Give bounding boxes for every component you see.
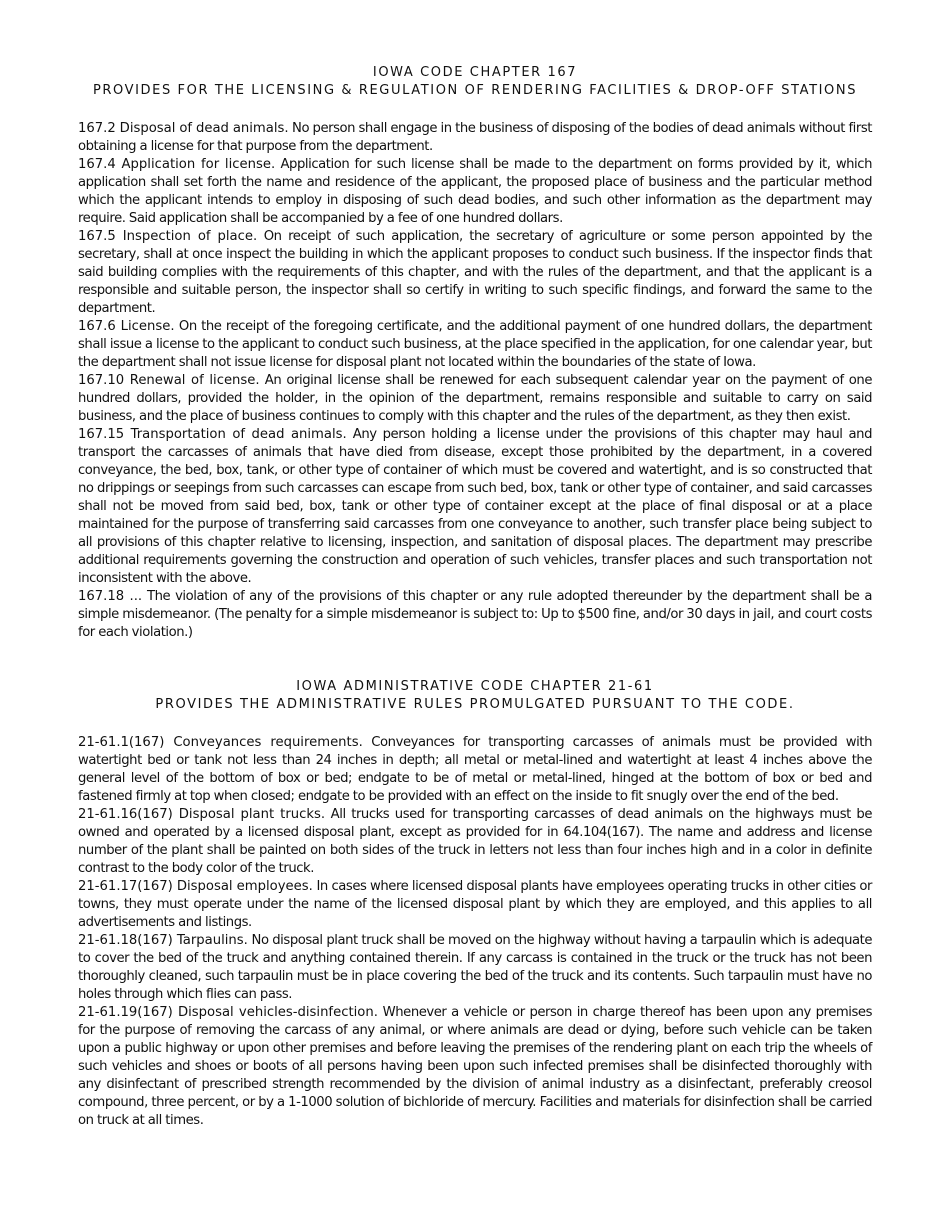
paragraph-text: On the receipt of the foregoing certificate, and the additional payment of one hundred dollars, the department shall issue a license to the applicant to conduct such business, at the place specified in the application, for one calendar year, but the department shall not issue license for disposal plant not located within the boundaries of the state of Iowa. — [78, 319, 872, 370]
paragraph-21-61-1 — [78, 734, 872, 806]
paragraph-167-2 — [78, 120, 872, 156]
paragraph-21-61-16 — [78, 806, 872, 878]
paragraph-text: Any person holding a license under the provisions of this chapter may haul and transport the carcasses of animals that have died from disease, except those prohibited by the department, in a covered conveyance, the bed, box, tank, or other type of container of which must be covered and watertight, and is so constructed that no drippings or seepings from such carcasses can escape from such bed, box, tank or other type of container, and said carcasses shall not be moved from said bed, box, tank or other type of container except at the place of final disposal or at a place maintained for the purpose of transferring said carcasses from one conveyance to another, such transfer place being subject to all provisions of this chapter relative to licensing, inspection, and sanitation of disposal places. The department may prescribe additional requirements governing the construction and operation of such vehicles, transfer places and such transportation not inconsistent with the above. — [78, 427, 872, 586]
section-subtitle: PROVIDES THE ADMINISTRATIVE RULES PROMULGATED PURSUANT TO THE CODE. — [155, 697, 795, 712]
paragraph-text: Whenever a vehicle or person in charge thereof has been upon any premises for the purpose of removing the carcass of any animal, or where animals are dead or dying, before such vehicle can be taken upon a public highway or upon other premises and before leaving the premises of the rendering plant on each trip the wheels of such vehicles and shoes or boots of all persons having been upon such infected premises shall be disinfected thoroughly with any disinfectant of prescribed strength recommended by the division of animal industry as a disinfectant, preferably creosol compound, three percent, or by a 1-1000 solution of bichloride of mercury. Facilities and materials for disinfection shall be carried on truck at all times. — [78, 1005, 872, 1128]
paragraph-text: Conveyances for transporting carcasses of animals must be provided with watertight bed or tank not less than 24 inches in depth; all metal or metal-lined and watertight at least 4 inches above the general level of the bottom of box or bed; endgate to be of metal or metal-lined, hinged at the bottom of box or bed and fastened firmly at top when closed; endgate to be provided with an effect on the inside to fit snugly over the end of the bed. — [78, 735, 872, 804]
section-body — [78, 734, 872, 1130]
paragraph-167-10 — [78, 372, 872, 426]
paragraph-lead: 167.6 License. — [78, 319, 175, 334]
paragraph-lead: 167.18 ... — [78, 589, 143, 604]
paragraph-167-4 — [78, 156, 872, 228]
paragraph-text: All trucks used for transporting carcasses of dead animals on the highways must be owned and operated by a licensed disposal plant, except as provided for in 64.104(167). The name and address and license number of the plant shall be painted on both sides of the truck in letters not less than four inches high and in a color in definite contrast to the body color of the truck. — [78, 807, 872, 876]
paragraph-lead: 21-61.1(167) Conveyances requirements. — [78, 735, 363, 750]
paragraph-lead: 167.15 Transportation of dead animals. — [78, 427, 347, 442]
paragraph-text: No disposal plant truck shall be moved on the highway without having a tarpaulin which is adequate to cover the bed of the truck and anything contained therein. If any carcass is contained in the truck or the truck has not been thoroughly cleaned, such tarpaulin must be in place covering the bed of the truck and its contents. Such tarpaulin must have no holes through which flies can pass. — [78, 933, 873, 1002]
paragraph-lead: 167.5 Inspection of place. — [78, 229, 258, 244]
section-administrative-code — [78, 678, 872, 1130]
paragraph-lead: 21-61.17(167) Disposal employees. — [78, 879, 313, 894]
paragraph-167-15 — [78, 426, 872, 588]
paragraph-lead: 21-61.16(167) Disposal plant trucks. — [78, 807, 326, 822]
paragraph-21-61-17 — [78, 878, 872, 932]
paragraph-lead: 167.10 Renewal of license. — [78, 373, 260, 388]
section-subtitle: PROVIDES FOR THE LICENSING & REGULATION OF RENDERING FACILITIES & DROP-OFF STATIONS — [92, 83, 858, 98]
paragraph-lead: 21-61.19(167) Disposal vehicles-disinfection. — [78, 1005, 378, 1020]
paragraph-21-61-19 — [78, 1004, 872, 1130]
document-page — [78, 64, 872, 1130]
paragraph-text: An original license shall be renewed for each subsequent calendar year on the payment of one hundred dollars, provided the holder, in the opinion of the department, remains responsible and suitable to carry on said business, and the place of business continues to comply with this chapter and the rules of the department, as they then exist. — [78, 373, 872, 424]
paragraph-lead: 167.2 Disposal of dead animals. — [78, 121, 289, 136]
paragraph-21-61-18 — [78, 932, 872, 1004]
section-title: IOWA CODE CHAPTER 167 — [372, 65, 578, 80]
paragraph-167-18 — [78, 588, 872, 642]
section-title: IOWA ADMINISTRATIVE CODE CHAPTER 21-61 — [296, 679, 654, 694]
paragraph-text: The violation of any of the provisions of this chapter or any rule adopted thereunder by the department shall be a simple misdemeanor. (The penalty for a simple misdemeanor is subject to: Up to $500 fine, and/or 30 days in jail, and court costs for each violation.) — [78, 589, 872, 640]
paragraph-text: In cases where licensed disposal plants have employees operating trucks in other cities or towns, they must operate under the name of the licensed disposal plant by which they are employed, and this applies to all advertisements and listings. — [78, 879, 872, 930]
section-iowa-code — [78, 64, 872, 642]
paragraph-text: Application for such license shall be made to the department on forms provided by it, which application shall set forth the name and residence of the applicant, the proposed place of business and the particular method which the applicant intends to employ in disposing of such dead bodies, and such other information as the department may require. Said application shall be accompanied by a fee of one hundred dollars. — [78, 157, 872, 226]
paragraph-text: No person shall engage in the business of disposing of the bodies of dead animals without first obtaining a license for that purpose from the department. — [78, 121, 872, 154]
paragraph-167-5 — [78, 228, 872, 318]
section-body — [78, 120, 872, 642]
paragraph-167-6 — [78, 318, 872, 372]
paragraph-text: On receipt of such application, the secretary of agriculture or some person appointed by the secretary, shall at once inspect the building in which the applicant proposes to conduct such business. If the inspector finds that said building complies with the requirements of this chapter, and with the rules of the department, and that the applicant is a responsible and suitable person, the inspector shall so certify in writing to such specific findings, and forward the same to the department. — [78, 229, 872, 316]
paragraph-lead: 167.4 Application for license. — [78, 157, 276, 172]
paragraph-lead: 21-61.18(167) Tarpaulins. — [78, 933, 248, 948]
